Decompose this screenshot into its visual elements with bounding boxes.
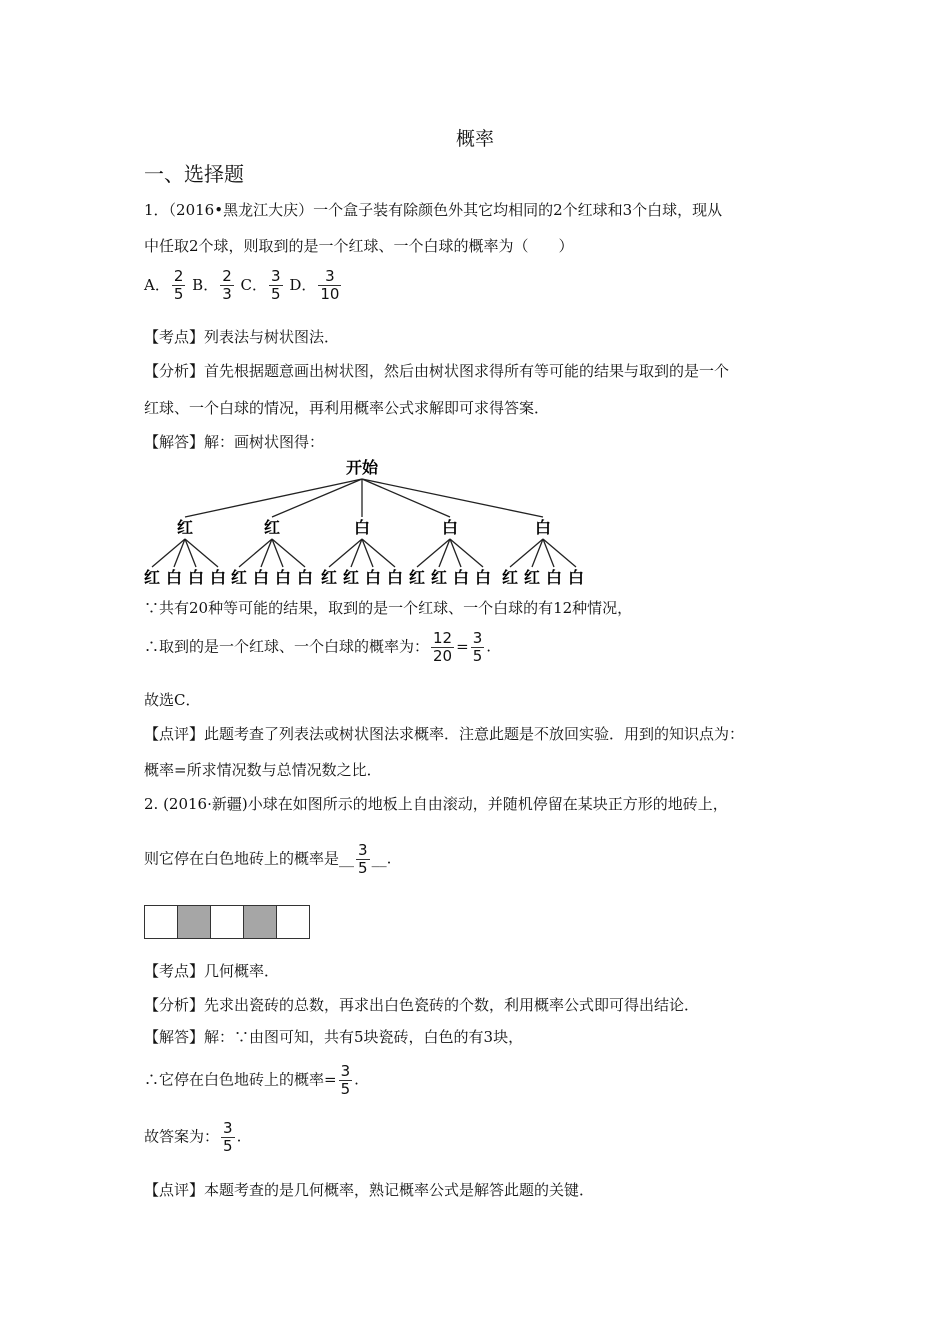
q1-fenxi-line2: 红球、一个白球的情况，再利用概率公式求解即可求得答案． [144, 399, 550, 417]
option-c: C． $\frac{3}{5}$ [240, 267, 281, 303]
q2-therefore: ∴它停在白色地砖上的概率= $\frac{3}{5}$ . [144, 1062, 359, 1098]
q1-jieda: 【解答】解：画树状图得： [144, 433, 325, 451]
tree-leaf-label: 白 [545, 568, 563, 587]
q1-kaodian: 【考点】列表法与树状图法． [144, 328, 340, 346]
tree-leaf-label: 红 [430, 568, 448, 587]
q2-fenxi: 【分析】先求出瓷砖的总数，再求出白色瓷砖的个数，利用概率公式即可得出结论． [144, 996, 700, 1014]
tree-level1-label: 白 [441, 518, 459, 537]
tree-level1-label: 白 [353, 518, 371, 537]
tree-level1-label: 红 [176, 518, 194, 537]
tile-gray [243, 905, 277, 939]
tree-branch [185, 479, 362, 517]
tree-leaf-label: 红 [523, 568, 541, 587]
tree-leaf-label: 白 [252, 568, 270, 587]
fraction-3-5: $\frac{3}{5}$ [472, 629, 483, 665]
tree-leaf-label: 白 [165, 568, 183, 587]
option-a: A． $\frac{2}{5}$ [144, 267, 184, 303]
tile-white [144, 905, 178, 939]
q1-stem-line1: 1．（2016•黑龙江大庆）一个盒子装有除颜色外其它均相同的2个红球和3个白球，现从 [144, 201, 723, 219]
tree-level1-label: 白 [534, 518, 552, 537]
q2-jieda: 【解答】解：∵由图可知，共有5块瓷砖，白色的有3块， [144, 1028, 524, 1046]
tree-leaf-label: 白 [567, 568, 585, 587]
tree-leaf-label: 红 [342, 568, 360, 587]
tree-leaf-label: 红 [320, 568, 338, 587]
fraction-3-5: $\frac{3}{5}$ [223, 1119, 233, 1155]
tree-branch [362, 479, 543, 517]
tile-gray [177, 905, 211, 939]
option-b: B． $\frac{2}{3}$ [192, 267, 232, 303]
tree-leaf-label: 红 [408, 568, 426, 587]
option-d: D． $\frac{3}{10}$ [289, 267, 340, 303]
q1-stem-line2: 中任取2个球，则取到的是一个红球、一个白球的概率为（ ） [144, 237, 574, 255]
q2-dianping: 【点评】本题考查的是几何概率，熟记概率公式是解答此题的关键． [144, 1181, 595, 1199]
tree-leaf-label: 红 [230, 568, 248, 587]
q1-dianping-line1: 【点评】此题考查了列表法或树状图法求概率．注意此题是不放回实验．用到的知识点为： [144, 725, 745, 743]
blank-answer-fraction: $\frac{3}{5}$ [358, 841, 368, 877]
page-title: 概率 [455, 128, 494, 150]
q1-choose: 故选C． [144, 691, 201, 709]
tree-leaf-label: 红 [501, 568, 519, 587]
fraction-12-20: $\frac{12}{20}$ [433, 629, 453, 665]
fraction-3-5: $\frac{3}{5}$ [340, 1062, 351, 1098]
tile-white [210, 905, 244, 939]
floor-tiles [144, 905, 310, 939]
q1-fenxi-line1: 【分析】首先根据题意画出树状图，然后由树状图求得所有等可能的结果与取到的是一个 [144, 362, 730, 380]
q2-answer: 故答案为： $\frac{3}{5}$ . [144, 1119, 242, 1155]
tree-branch [362, 479, 450, 517]
q2-stem-line1: 2. (2016·新疆)小球在如图所示的地板上自由滚动，并随机停留在某块正方形的地砖上， [144, 795, 728, 813]
tile-white [276, 905, 310, 939]
tree-leaf-label: 白 [274, 568, 292, 587]
tree-branch [272, 479, 362, 517]
tree-leaf-label: 白 [474, 568, 492, 587]
tree-leaf-label: 白 [364, 568, 382, 587]
tree-leaf-label: 白 [452, 568, 470, 587]
tree-level1-label: 红 [263, 518, 281, 537]
tree-diagram [140, 455, 600, 590]
tree-root-label: 开始 [345, 458, 379, 477]
q1-options [144, 268, 343, 303]
tree-leaf-label: 白 [209, 568, 227, 587]
q2-kaodian: 【考点】几何概率． [144, 962, 280, 980]
tree-leaf-label: 红 [143, 568, 161, 587]
q1-dianping-line2: 概率=所求情况数与总情况数之比． [144, 761, 382, 779]
tree-leaf-label: 白 [187, 568, 205, 587]
q2-stem-line2: 则它停在白色地砖上的概率是__ $\frac{3}{5}$ __. [144, 841, 392, 877]
tree-leaf-label: 白 [296, 568, 314, 587]
q1-because: ∵共有20种等可能的结果，取到的是一个红球、一个白球的有12种情况， [144, 599, 633, 617]
q1-therefore: ∴取到的是一个红球、一个白球的概率为： $\frac{12}{20}$ = $\frac{3}{5}$ . [144, 629, 492, 665]
tree-leaf-label: 白 [386, 568, 404, 587]
section-heading: 一、选择题 [144, 162, 244, 186]
